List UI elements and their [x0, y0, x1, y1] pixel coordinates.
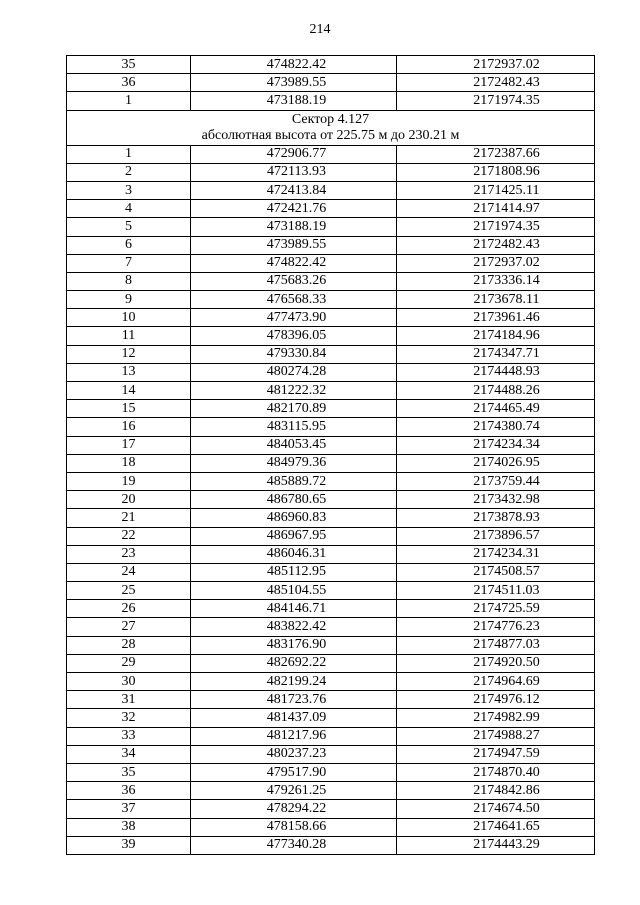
point-number-cell: 10	[67, 309, 191, 327]
sector-elevation-range: абсолютная высота от 225.75 м до 230.21 м	[201, 127, 460, 143]
x-coordinate-cell: 479330.84	[191, 345, 397, 363]
point-number-cell: 37	[67, 800, 191, 818]
x-coordinate-cell: 480237.23	[191, 745, 397, 763]
y-coordinate-cell: 2174508.57	[397, 563, 595, 581]
table-row	[67, 800, 595, 818]
x-coordinate-cell: 485104.55	[191, 582, 397, 600]
x-coordinate-cell: 484146.71	[191, 600, 397, 618]
x-coordinate-cell: 481723.76	[191, 691, 397, 709]
y-coordinate-cell: 2174947.59	[397, 745, 595, 763]
x-coordinate-cell: 476568.33	[191, 291, 397, 309]
y-coordinate-cell: 2174026.95	[397, 454, 595, 472]
table-row	[67, 418, 595, 436]
table-row	[67, 181, 595, 199]
point-number-cell: 14	[67, 382, 191, 400]
sector-header-cell	[67, 110, 595, 145]
table-row	[67, 618, 595, 636]
point-number-cell: 38	[67, 818, 191, 836]
point-number-cell: 39	[67, 836, 191, 854]
x-coordinate-cell: 481222.32	[191, 382, 397, 400]
y-coordinate-cell: 2173336.14	[397, 272, 595, 290]
x-coordinate-cell: 482692.22	[191, 654, 397, 672]
point-number-cell: 23	[67, 545, 191, 563]
table-row	[67, 709, 595, 727]
x-coordinate-cell: 473188.19	[191, 218, 397, 236]
table-row	[67, 782, 595, 800]
table-row	[67, 673, 595, 691]
y-coordinate-cell: 2174842.86	[397, 782, 595, 800]
sector-header-group	[67, 110, 595, 145]
table-row	[67, 491, 595, 509]
y-coordinate-cell: 2173432.98	[397, 491, 595, 509]
point-number-cell: 2	[67, 163, 191, 181]
x-coordinate-cell: 482170.89	[191, 400, 397, 418]
table-row	[67, 382, 595, 400]
table-row	[67, 236, 595, 254]
table-row	[67, 745, 595, 763]
y-coordinate-cell: 2174184.96	[397, 327, 595, 345]
table-row	[67, 145, 595, 163]
point-number-cell: 31	[67, 691, 191, 709]
table-row	[67, 654, 595, 672]
y-coordinate-cell: 2174511.03	[397, 582, 595, 600]
point-number-cell: 21	[67, 509, 191, 527]
y-coordinate-cell: 2172482.43	[397, 236, 595, 254]
x-coordinate-cell: 483115.95	[191, 418, 397, 436]
y-coordinate-cell: 2174448.93	[397, 363, 595, 381]
point-number-cell: 5	[67, 218, 191, 236]
x-coordinate-cell: 482199.24	[191, 673, 397, 691]
point-number-cell: 36	[67, 782, 191, 800]
point-number-cell: 24	[67, 563, 191, 581]
y-coordinate-cell: 2174641.65	[397, 818, 595, 836]
point-number-cell: 15	[67, 400, 191, 418]
point-number-cell: 35	[67, 763, 191, 781]
point-number-cell: 6	[67, 236, 191, 254]
table-row	[67, 472, 595, 490]
x-coordinate-cell: 472413.84	[191, 181, 397, 199]
x-coordinate-cell: 473989.55	[191, 74, 397, 92]
point-number-cell: 19	[67, 472, 191, 490]
x-coordinate-cell: 485889.72	[191, 472, 397, 490]
table-row	[67, 74, 595, 92]
y-coordinate-cell: 2172482.43	[397, 74, 595, 92]
x-coordinate-cell: 472113.93	[191, 163, 397, 181]
point-number-cell: 27	[67, 618, 191, 636]
y-coordinate-cell: 2174234.31	[397, 545, 595, 563]
y-coordinate-cell: 2174870.40	[397, 763, 595, 781]
y-coordinate-cell: 2174380.74	[397, 418, 595, 436]
coordinates-table	[66, 55, 595, 855]
x-coordinate-cell: 484979.36	[191, 454, 397, 472]
y-coordinate-cell: 2171414.97	[397, 200, 595, 218]
x-coordinate-cell: 486046.31	[191, 545, 397, 563]
page-number: 214	[309, 22, 331, 37]
point-number-cell: 11	[67, 327, 191, 345]
point-number-cell: 30	[67, 673, 191, 691]
table-row	[67, 563, 595, 581]
sector-title: Сектор 4.127	[291, 111, 370, 127]
table-row	[67, 272, 595, 290]
x-coordinate-cell: 475683.26	[191, 272, 397, 290]
y-coordinate-cell: 2172387.66	[397, 145, 595, 163]
y-coordinate-cell: 2171974.35	[397, 92, 595, 110]
x-coordinate-cell: 483822.42	[191, 618, 397, 636]
point-number-cell: 4	[67, 200, 191, 218]
x-coordinate-cell: 478158.66	[191, 818, 397, 836]
y-coordinate-cell: 2174347.71	[397, 345, 595, 363]
table-row	[67, 582, 595, 600]
x-coordinate-cell: 483176.90	[191, 636, 397, 654]
table-row	[67, 291, 595, 309]
table-row	[67, 163, 595, 181]
point-number-cell: 29	[67, 654, 191, 672]
point-number-cell: 20	[67, 491, 191, 509]
x-coordinate-cell: 472421.76	[191, 200, 397, 218]
point-number-cell: 34	[67, 745, 191, 763]
table-row	[67, 327, 595, 345]
x-coordinate-cell: 479261.25	[191, 782, 397, 800]
table-row	[67, 436, 595, 454]
x-coordinate-cell: 486967.95	[191, 527, 397, 545]
point-number-cell: 35	[67, 56, 191, 74]
table-row	[67, 345, 595, 363]
table-row	[67, 600, 595, 618]
x-coordinate-cell: 477340.28	[191, 836, 397, 854]
x-coordinate-cell: 484053.45	[191, 436, 397, 454]
x-coordinate-cell: 481437.09	[191, 709, 397, 727]
point-number-cell: 8	[67, 272, 191, 290]
y-coordinate-cell: 2173961.46	[397, 309, 595, 327]
x-coordinate-cell: 473188.19	[191, 92, 397, 110]
sector-rows	[67, 145, 595, 854]
x-coordinate-cell: 473989.55	[191, 236, 397, 254]
point-number-cell: 33	[67, 727, 191, 745]
y-coordinate-cell: 2174465.49	[397, 400, 595, 418]
y-coordinate-cell: 2174776.23	[397, 618, 595, 636]
table-row	[67, 254, 595, 272]
table-row	[67, 454, 595, 472]
table-row	[67, 527, 595, 545]
table-row	[67, 836, 595, 854]
x-coordinate-cell: 474822.42	[191, 56, 397, 74]
y-coordinate-cell: 2171808.96	[397, 163, 595, 181]
y-coordinate-cell: 2174982.99	[397, 709, 595, 727]
x-coordinate-cell: 485112.95	[191, 563, 397, 581]
point-number-cell: 36	[67, 74, 191, 92]
y-coordinate-cell: 2174877.03	[397, 636, 595, 654]
y-coordinate-cell: 2171425.11	[397, 181, 595, 199]
table-row	[67, 636, 595, 654]
point-number-cell: 16	[67, 418, 191, 436]
y-coordinate-cell: 2173896.57	[397, 527, 595, 545]
x-coordinate-cell: 481217.96	[191, 727, 397, 745]
table-row	[67, 218, 595, 236]
point-number-cell: 25	[67, 582, 191, 600]
x-coordinate-cell: 477473.90	[191, 309, 397, 327]
point-number-cell: 1	[67, 92, 191, 110]
table-row	[67, 818, 595, 836]
point-number-cell: 1	[67, 145, 191, 163]
y-coordinate-cell: 2173759.44	[397, 472, 595, 490]
y-coordinate-cell: 2172937.02	[397, 254, 595, 272]
x-coordinate-cell: 474822.42	[191, 254, 397, 272]
table-row	[67, 691, 595, 709]
point-number-cell: 22	[67, 527, 191, 545]
y-coordinate-cell: 2171974.35	[397, 218, 595, 236]
y-coordinate-cell: 2174488.26	[397, 382, 595, 400]
y-coordinate-cell: 2174920.50	[397, 654, 595, 672]
point-number-cell: 13	[67, 363, 191, 381]
y-coordinate-cell: 2172937.02	[397, 56, 595, 74]
y-coordinate-cell: 2174234.34	[397, 436, 595, 454]
point-number-cell: 7	[67, 254, 191, 272]
point-number-cell: 26	[67, 600, 191, 618]
table-row	[67, 363, 595, 381]
point-number-cell: 32	[67, 709, 191, 727]
previous-sector-rows	[67, 56, 595, 111]
table-row	[67, 509, 595, 527]
x-coordinate-cell: 478294.22	[191, 800, 397, 818]
table-row	[67, 727, 595, 745]
x-coordinate-cell: 478396.05	[191, 327, 397, 345]
y-coordinate-cell: 2174674.50	[397, 800, 595, 818]
y-coordinate-cell: 2174725.59	[397, 600, 595, 618]
table-row	[67, 545, 595, 563]
table-row	[67, 200, 595, 218]
x-coordinate-cell: 472906.77	[191, 145, 397, 163]
point-number-cell: 28	[67, 636, 191, 654]
y-coordinate-cell: 2174443.29	[397, 836, 595, 854]
y-coordinate-cell: 2174976.12	[397, 691, 595, 709]
x-coordinate-cell: 486960.83	[191, 509, 397, 527]
table-row	[67, 56, 595, 74]
y-coordinate-cell: 2174988.27	[397, 727, 595, 745]
point-number-cell: 9	[67, 291, 191, 309]
table-row	[67, 309, 595, 327]
y-coordinate-cell: 2173878.93	[397, 509, 595, 527]
x-coordinate-cell: 486780.65	[191, 491, 397, 509]
table-row	[67, 763, 595, 781]
y-coordinate-cell: 2173678.11	[397, 291, 595, 309]
point-number-cell: 12	[67, 345, 191, 363]
x-coordinate-cell: 480274.28	[191, 363, 397, 381]
table-row	[67, 400, 595, 418]
x-coordinate-cell: 479517.90	[191, 763, 397, 781]
table-row	[67, 92, 595, 110]
point-number-cell: 18	[67, 454, 191, 472]
sector-header-row	[67, 110, 595, 145]
point-number-cell: 3	[67, 181, 191, 199]
y-coordinate-cell: 2174964.69	[397, 673, 595, 691]
point-number-cell: 17	[67, 436, 191, 454]
